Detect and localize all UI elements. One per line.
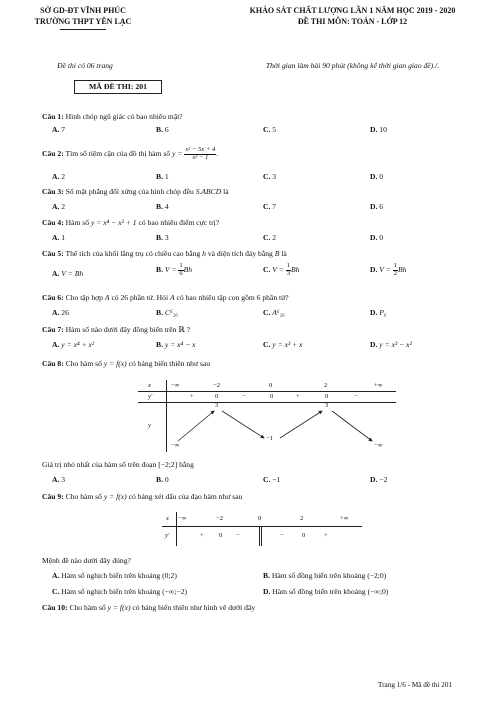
q4-option-d[interactable]: D. 0 (370, 233, 384, 242)
q7-option-b[interactable]: B. y = x⁴ − x (156, 340, 196, 349)
q8-option-b[interactable]: B. 0 (156, 475, 169, 484)
q4-option-c[interactable]: C. 2 (263, 233, 277, 242)
q3-option-d[interactable]: D. 6 (370, 202, 384, 211)
q2-option-d[interactable]: D. 0 (370, 172, 384, 181)
question-7: Câu 7: Hàm số nào dưới đây đồng biến trên ℝ ? (42, 325, 190, 334)
q1-option-d[interactable]: D. 10 (370, 125, 387, 134)
table8-variation-arrows (138, 380, 396, 452)
table8-y-3: −1 (266, 435, 274, 442)
table8-sign-4: 0 (270, 393, 274, 400)
table9-sign-6: + (324, 532, 328, 539)
table8-y-1: −∞ (171, 442, 180, 449)
q4-option-b[interactable]: B. 3 (156, 233, 169, 242)
q9-option-b[interactable]: B. Hàm số đồng biến trên khoảng (−2;0) (263, 571, 387, 580)
department-name: SỞ GD-ĐT VĨNH PHÚC (40, 6, 126, 15)
question-8: Câu 8: Cho hàm số y = f(x) có bảng biến thiên như sau (42, 359, 211, 368)
table9-x-1: −∞ (178, 515, 187, 522)
q5-option-c[interactable]: C. V = $\frac{1}{3}$ Bh (263, 262, 300, 277)
table9-row-line (162, 526, 362, 527)
q6-option-d[interactable]: D. P₆ (370, 308, 387, 317)
table8-y-4: 3 (325, 402, 329, 409)
table8-yprime-label: y' (148, 393, 153, 400)
table8-sign-5: + (296, 393, 300, 400)
q1-option-b[interactable]: B. 6 (156, 125, 169, 134)
table8-y-label: y (148, 422, 151, 429)
question-8-prompt: Giá trị nhỏ nhất của hàm số trên đoạn [−2;2] bằng (42, 460, 194, 469)
question-1: Câu 1: Hình chóp ngũ giác có bao nhiêu mặt? (42, 112, 183, 121)
table9-column-line (176, 512, 177, 546)
q6-option-c[interactable]: C. A⁶₂₆ (263, 308, 285, 317)
q5-option-b[interactable]: B. V = $\frac{1}{6}$ Bh (156, 262, 193, 277)
question-9: Câu 9: Cho hàm số y = f(x) có bảng xét dấu của đạo hàm như sau (42, 492, 243, 501)
table8-sign-1: + (190, 393, 194, 400)
table8-x-label: x (148, 382, 151, 389)
question-2: Câu 2: Tìm số tiệm cận của đồ thị hàm số y = $\frac{\text{x² − 5x + 4}}{\text{x² − 1}}$ . (42, 146, 219, 161)
exam-subject: ĐỀ THI MÔN: TOÁN - LỚP 12 (297, 17, 408, 26)
exam-title: KHẢO SÁT CHẤT LƯỢNG LẦN 1 NĂM HỌC 2019 - 2020 (249, 6, 456, 15)
table8-x-2: −2 (213, 382, 221, 389)
q7-option-a[interactable]: A. y = x⁴ + x² (52, 340, 95, 349)
question-6: Câu 6: Cho tập hợp A có 26 phần tử. Hỏi A có bao nhiêu tập con gồm 6 phần tử? (42, 293, 289, 302)
question-9-prompt: Mệnh đề nào dưới đây đúng? (42, 556, 131, 565)
q4-option-a[interactable]: A. 1 (52, 233, 66, 242)
table9-sign-5: 0 (302, 532, 306, 539)
table9-x-5: +∞ (340, 515, 349, 522)
table8-x-3: 0 (269, 382, 273, 389)
q2-option-b[interactable]: B. 1 (156, 172, 169, 181)
q3-option-b[interactable]: B. 4 (156, 202, 169, 211)
q8-option-d[interactable]: D. −2 (370, 475, 388, 484)
table9-x-2: −2 (216, 515, 224, 522)
q9-option-d[interactable]: D. Hàm số đồng biến trên khoảng (−∞;0) (263, 587, 389, 596)
q5-option-d[interactable]: D. V = $\frac{1}{2}$ Bh (370, 262, 407, 277)
table8-x-5: +∞ (374, 382, 383, 389)
q7-option-c[interactable]: C. y = x³ + x (263, 340, 303, 349)
question-5: Câu 5: Thể tích của khối lăng trụ có chiều cao bằng h và diện tích đáy bằng B là (42, 249, 287, 258)
question-3: Câu 3: Số mặt phẳng đối xứng của hình chóp đều S.ABCD là (42, 187, 229, 196)
q9-option-a[interactable]: A. Hàm số nghịch biến trên khoảng (0;2) (52, 571, 177, 580)
q6-option-b[interactable]: B. C⁶₂₆ (156, 308, 178, 317)
q2-option-a[interactable]: A. 2 (52, 172, 66, 181)
q2-fraction: $\frac{\text{x² − 5x + 4}}{\text{x² − 1}}$ (185, 146, 216, 161)
table8-sign-3: − (242, 393, 246, 400)
q3-option-c[interactable]: C. 7 (263, 202, 277, 211)
q8-option-c[interactable]: C. −1 (263, 475, 281, 484)
table8-y-2: 3 (215, 402, 219, 409)
table9-sign-3: − (236, 532, 240, 539)
school-underline (60, 29, 106, 30)
exam-time: Thời gian làm bài 90 phút (không kể thời gian giao đề)./. (265, 61, 440, 70)
exam-code-box: MÃ ĐỀ THI: 201 (74, 80, 162, 94)
table9-double-bar (259, 526, 262, 546)
variation-table-q8 (138, 380, 396, 452)
table9-yprime-label: y' (165, 532, 170, 539)
q7-option-d[interactable]: D. y = x³ − x² (370, 340, 412, 349)
q1-option-a[interactable]: A. 7 (52, 125, 66, 134)
q8-option-a[interactable]: A. 3 (52, 475, 66, 484)
q2-option-c[interactable]: C. 3 (263, 172, 277, 181)
table8-sign-2: 0 (215, 393, 219, 400)
table8-x-1: −∞ (171, 382, 180, 389)
q3-option-a[interactable]: A. 2 (52, 202, 66, 211)
table8-x-4: 2 (324, 382, 328, 389)
question-10: Câu 10: Cho hàm số y = f(x) có bảng biến thiên như hình vẽ dưới đây (42, 603, 256, 612)
q1-option-c[interactable]: C. 5 (263, 125, 277, 134)
q5-option-a[interactable]: A. V = Bh (52, 269, 84, 278)
table8-sign-6: 0 (325, 393, 329, 400)
question-4: Câu 4: Hàm số y = x⁴ − x² + 1 có bao nhiêu điểm cực trị? (42, 218, 220, 227)
table9-x-4: 2 (300, 515, 304, 522)
sign-table-q9 (162, 512, 362, 546)
page-footer: Trang 1/6 - Mã đề thi 201 (378, 681, 453, 689)
table9-sign-2: 0 (219, 532, 223, 539)
q9-option-c[interactable]: C. Hàm số nghịch biến trên khoảng (−∞;−2) (52, 587, 188, 596)
q6-option-a[interactable]: A. 26 (52, 308, 69, 317)
table9-sign-1: + (200, 532, 204, 539)
school-name: TRƯỜNG THPT YÊN LẠC (34, 17, 132, 26)
table9-sign-4: − (280, 532, 284, 539)
table9-x-label: x (166, 515, 169, 522)
table9-x-3: 0 (258, 515, 262, 522)
table8-y-5: −∞ (374, 442, 383, 449)
page-count-note: Đề thi có 06 trang (57, 61, 113, 70)
table8-sign-7: − (354, 393, 358, 400)
